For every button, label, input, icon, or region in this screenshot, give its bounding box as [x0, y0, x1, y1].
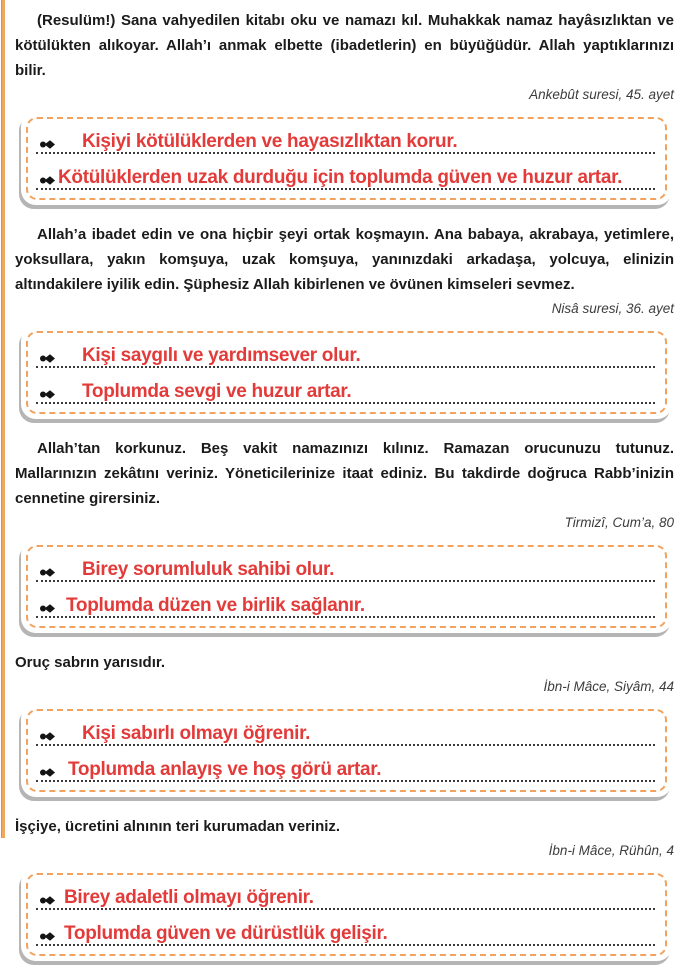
- answer-line: [36, 552, 655, 582]
- page-left-border: [1, 0, 5, 838]
- answer-box: [21, 868, 672, 961]
- quote-source: İbn-i Mâce, Siyâm, 44: [543, 679, 674, 694]
- answer-text: Kişiyi kötülüklerden ve hayasızlıktan korur.: [82, 131, 458, 152]
- pen-nib-icon: [40, 353, 56, 364]
- answer-box-dashed-border: [26, 873, 667, 956]
- answer-box: [21, 540, 672, 633]
- pen-nib-icon: [40, 567, 56, 578]
- answer-line: [36, 916, 655, 946]
- quote-section-5: [15, 814, 676, 961]
- answer-box: [21, 112, 672, 205]
- answer-box: [21, 326, 672, 419]
- answer-box: [21, 704, 672, 797]
- pen-nib-icon: [40, 895, 56, 906]
- answer-text: Kötülüklerden uzak durduğu için toplumda güven ve huzur artar.: [58, 167, 623, 188]
- pen-nib-icon: [40, 175, 56, 186]
- answer-line: [36, 716, 655, 746]
- quote-source: Nisâ suresi, 36. ayet: [551, 301, 674, 316]
- answer-text: Birey sorumluluk sahibi olur.: [82, 559, 335, 580]
- answer-text: Kişi saygılı ve yardımsever olur.: [82, 345, 361, 366]
- quote-source: Ankebût suresi, 45. ayet: [529, 87, 674, 102]
- answer-line: [36, 374, 655, 404]
- pen-nib-icon: [40, 931, 56, 942]
- quote-text: Allah’a ibadet edin ve ona hiçbir şeyi ortak koşmayın. Ana babaya, akrabaya, yetimlere, yoksullara, yakın komşuya, uzak komşuya, yanınızdaki arkadaşa, yolcuya, elinizin altındakilere iyilik edin. Şüphesiz Allah kibirlenen ve övünen kimseleri sevmez.: [15, 226, 674, 293]
- quote-text: Oruç sabrın yarısıdır.: [15, 654, 166, 671]
- quote-section-3: [15, 436, 676, 633]
- answer-box-dashed-border: [26, 331, 667, 414]
- quote-text: Allah’tan korkunuz. Beş vakit namazınızı kılınız. Ramazan orucunuzu tutunuz. Mallarınızın zekâtını veriniz. Yöneticilerinize itaat ediniz. Bu takdirde doğruca Rabb’inizin cennetine girersiniz.: [15, 440, 674, 507]
- answer-line: [36, 124, 655, 154]
- quote-text: (Resulüm!) Sana vahyedilen kitabı oku ve namazı kıl. Muhakkak namaz hayâsızlıktan ve kötülükten alıkoyar. Allah’ı anmak elbette (ibadetlerin) en büyüğüdür. Allah yaptıklarınızı bilir.: [15, 12, 674, 79]
- answer-box-dashed-border: [26, 545, 667, 628]
- answer-box-dashed-border: [26, 117, 667, 200]
- quote-section-2: [15, 222, 676, 419]
- quote-source: İbn-i Mâce, Rühûn, 4: [548, 843, 674, 858]
- answer-line: [36, 588, 655, 618]
- answer-line: [36, 338, 655, 368]
- pen-nib-icon: [40, 389, 56, 400]
- answer-text: Toplumda düzen ve birlik sağlanır.: [66, 595, 365, 616]
- answer-line: [36, 160, 655, 190]
- quote-section-1: [15, 8, 676, 205]
- pen-nib-icon: [40, 767, 56, 778]
- answer-box-dashed-border: [26, 709, 667, 792]
- answer-text: Toplumda güven ve dürüstlük gelişir.: [64, 923, 388, 944]
- quote-text: İşçiye, ücretini alnının teri kurumadan veriniz.: [15, 818, 341, 835]
- quote-source: Tirmizî, Cum’a, 80: [564, 515, 674, 530]
- pen-nib-icon: [40, 603, 56, 614]
- pen-nib-icon: [40, 139, 56, 150]
- answer-text: Birey adaletli olmayı öğrenir.: [64, 887, 314, 908]
- pen-nib-icon: [40, 731, 56, 742]
- answer-text: Toplumda anlayış ve hoş görü artar.: [68, 759, 382, 780]
- answer-line: [36, 752, 655, 782]
- answer-line: [36, 880, 655, 910]
- answer-text: Toplumda sevgi ve huzur artar.: [82, 381, 352, 402]
- answer-text: Kişi sabırlı olmayı öğrenir.: [82, 723, 311, 744]
- quote-section-4: [15, 650, 676, 797]
- page-content: [15, 8, 676, 978]
